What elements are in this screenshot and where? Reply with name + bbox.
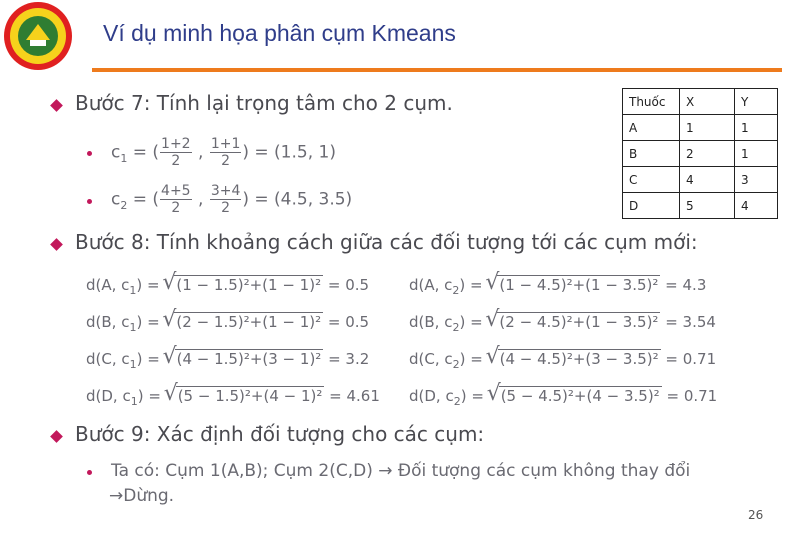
- distance-row: d(C, $c_2$) = √ (4 − 4.5)²+(3 − 3.5)² = 0.71: [409, 350, 716, 371]
- bullet-dot-icon: [87, 199, 92, 204]
- table-cell: D: [623, 193, 680, 219]
- table-cell: B: [623, 141, 680, 167]
- table-header: X: [680, 89, 735, 115]
- page-title: Ví dụ minh họa phân cụm Kmeans: [103, 20, 456, 46]
- step7-heading: Bước 7: Tính lại trọng tâm cho 2 cụm.: [75, 91, 453, 115]
- table-cell: 2: [680, 141, 735, 167]
- distance-row: d(A, $c_2$) = √ (1 − 4.5)²+(1 − 3.5)² = 4.3: [409, 276, 706, 297]
- page-number: 26: [748, 508, 764, 522]
- table-cell: 1: [735, 115, 778, 141]
- distance-row: d(B, $c_2$) = √ (2 − 4.5)²+(1 − 3.5)² = 3.54: [409, 313, 716, 334]
- step9-conclusion-line2: →Dừng.: [109, 486, 175, 506]
- step7-c1-formula: $c_1$ = ( $\frac{1+2}{2}$ , $\frac{1+1}{2}$ ) = (1.5, 1): [111, 136, 336, 169]
- bullet-diamond-icon: [50, 99, 63, 112]
- table-row: [623, 141, 778, 167]
- bullet-diamond-icon: [50, 430, 63, 443]
- table-cell: 3: [735, 167, 778, 193]
- table-cell: 4: [735, 193, 778, 219]
- table-cell: A: [623, 115, 680, 141]
- title-divider: [92, 68, 782, 72]
- bullet-diamond-icon: [50, 238, 63, 251]
- distance-row: d(C, $c_1$) = √ (4 − 1.5)²+(3 − 1)² = 3.2: [86, 350, 369, 371]
- step9-conclusion-line1: Ta có: Cụm 1(A,B); Cụm 2(C,D) → Đối tượng các cụm không thay đổi: [111, 461, 691, 481]
- bullet-dot-icon: [87, 151, 92, 156]
- data-table: [622, 88, 778, 219]
- table-row: [623, 193, 778, 219]
- table-cell: 1: [680, 115, 735, 141]
- table-header: Thuốc: [623, 89, 680, 115]
- table-cell: 5: [680, 193, 735, 219]
- step7-c2-formula: $c_2$ = ( $\frac{4+5}{2}$ , $\frac{3+4}{2}$ ) = (4.5, 3.5): [111, 183, 353, 216]
- table-row: [623, 167, 778, 193]
- step9-heading: Bước 9: Xác định đối tượng cho các cụm:: [75, 422, 485, 446]
- distance-row: d(D, $c_1$) = √ (5 − 1.5)²+(4 − 1)² = 4.61: [86, 387, 380, 408]
- distance-row: d(B, $c_1$) = √ (2 − 1.5)²+(1 − 1)² = 0.5: [86, 313, 369, 334]
- bullet-dot-icon: [87, 470, 92, 475]
- table-cell: 1: [735, 141, 778, 167]
- table-cell: 4: [680, 167, 735, 193]
- table-cell: C: [623, 167, 680, 193]
- step8-heading: Bước 8: Tính khoảng cách giữa các đối tượng tới các cụm mới:: [75, 230, 698, 254]
- table-header-row: [623, 89, 778, 115]
- table-header: Y: [735, 89, 778, 115]
- university-logo: [2, 0, 74, 72]
- distance-row: d(A, $c_1$) = √ (1 − 1.5)²+(1 − 1)² = 0.5: [86, 276, 369, 297]
- table-row: [623, 115, 778, 141]
- distance-row: d(D, $c_2$) = √ (5 − 4.5)²+(4 − 3.5)² = 0.71: [409, 387, 717, 408]
